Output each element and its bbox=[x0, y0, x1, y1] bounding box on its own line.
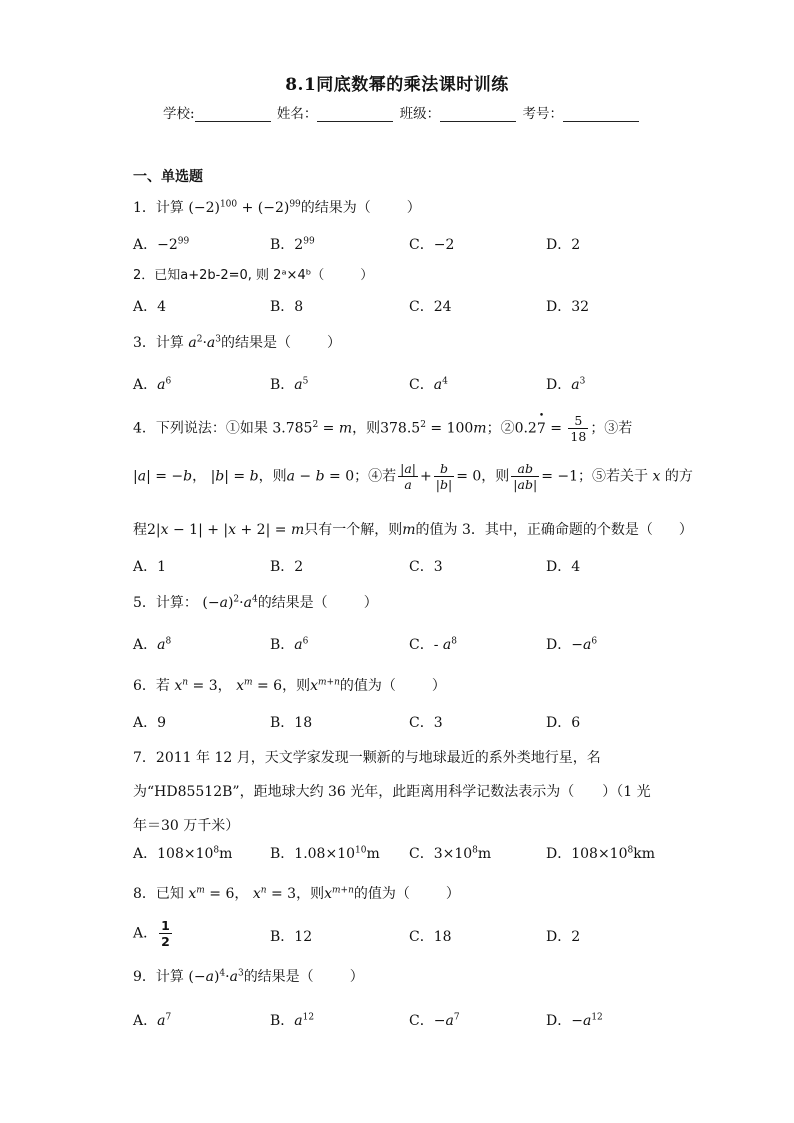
question-9: 9．计算 $(-a)^4\cdot a^3$的结果是（ ） bbox=[133, 968, 364, 985]
class-blank[interactable] bbox=[440, 107, 516, 122]
question-6: 6．若 $x^n = 3$， $x^m = 6$，则$x^{m+n}$的值为（ ） bbox=[133, 677, 446, 694]
option-b[interactable]: B．$a^{12}$ bbox=[270, 1012, 315, 1029]
question-5: 5．计算： $(-a)^2\cdot a^4$的结果是（ ） bbox=[133, 594, 378, 611]
question-4-options bbox=[133, 556, 693, 580]
option-a[interactable]: A．1 bbox=[133, 559, 167, 575]
option-d[interactable]: D．$a^3$ bbox=[546, 376, 586, 393]
option-b[interactable]: B．$a^6$ bbox=[270, 636, 309, 653]
question-3-options bbox=[133, 374, 693, 398]
option-a[interactable]: A．$a^8$ bbox=[133, 636, 172, 653]
option-d[interactable]: D．$-a^6$ bbox=[546, 636, 598, 653]
option-c[interactable]: C．3 bbox=[409, 559, 443, 575]
question-1: 1．计算 $(-2)^{100} + (-2)^{99}$的结果为（ ） bbox=[133, 199, 421, 216]
student-info-line bbox=[163, 102, 641, 122]
q3-expression: $a^2\cdot a^3$ bbox=[188, 334, 222, 351]
option-c[interactable]: C．- $a^8$ bbox=[409, 636, 457, 653]
option-c[interactable]: C．18 bbox=[409, 929, 452, 945]
option-d[interactable]: D．$108\times 10^8km$ bbox=[546, 845, 656, 862]
question-5-options bbox=[133, 634, 693, 658]
question-8-options bbox=[133, 918, 693, 952]
option-c[interactable]: C．$-a^7$ bbox=[409, 1012, 460, 1029]
number-label: 考号： bbox=[522, 106, 563, 122]
option-a[interactable]: A．$108\times 10^8m$ bbox=[133, 845, 233, 862]
option-c[interactable]: C．24 bbox=[409, 299, 452, 315]
number-blank[interactable] bbox=[563, 107, 639, 122]
school-label: 学校: bbox=[163, 106, 195, 122]
question-9-options bbox=[133, 1010, 693, 1034]
class-label: 班级： bbox=[399, 106, 441, 122]
option-a[interactable]: A． $\frac{1}{2}$ bbox=[133, 918, 170, 949]
question-3: 3．计算 $a^2\cdot a^3$的结果是（ ） bbox=[133, 334, 342, 351]
question-7-options bbox=[133, 843, 693, 867]
option-c[interactable]: C．$a^4$ bbox=[409, 376, 448, 393]
question-2: 2．已知a+2b-2=0, 则 2ᵃ×4ᵇ（ ） bbox=[133, 268, 374, 283]
section-heading: 一、单选题 bbox=[133, 169, 203, 185]
option-b[interactable]: B．2 bbox=[270, 559, 304, 575]
option-a[interactable]: A．4 bbox=[133, 299, 167, 315]
name-label: 姓名： bbox=[276, 106, 318, 122]
option-d[interactable]: D．$-a^{12}$ bbox=[546, 1012, 603, 1029]
option-d[interactable]: D．32 bbox=[546, 299, 590, 315]
question-6-options bbox=[133, 712, 693, 736]
option-b[interactable]: B．8 bbox=[270, 299, 304, 315]
question-4-line-3: 程2|x − 1| + |x + 2| = m只有一个解，则m的值为 3．其中，正确命题的个数是（ ） bbox=[133, 522, 693, 538]
question-1-options bbox=[133, 234, 693, 258]
option-b[interactable]: B．$1.08\times 10^{10}m$ bbox=[270, 845, 380, 862]
question-8: 8．已知 $x^m = 6$， $x^n = 3$，则$x^{m+n}$的值为（ ） bbox=[133, 885, 460, 902]
option-b[interactable]: B．$a^5$ bbox=[270, 376, 309, 393]
option-a[interactable]: A．$a^7$ bbox=[133, 1012, 172, 1029]
option-c[interactable]: C．−2 bbox=[409, 237, 455, 253]
page-title: 8.1同底数幂的乘法课时训练 bbox=[285, 75, 509, 95]
q1-expression: $(-2)^{100} + (-2)^{99}$ bbox=[188, 199, 301, 216]
option-a[interactable]: A．9 bbox=[133, 715, 167, 731]
option-c[interactable]: C．$3\times 10^8m$ bbox=[409, 845, 492, 862]
question-2-options bbox=[133, 296, 693, 320]
option-b[interactable]: B．$2^{99}$ bbox=[270, 236, 315, 253]
option-d[interactable]: D．4 bbox=[546, 559, 581, 575]
option-a[interactable]: A．$-2^{99}$ bbox=[133, 236, 190, 253]
option-c[interactable]: C．3 bbox=[409, 715, 443, 731]
school-blank[interactable] bbox=[195, 107, 271, 122]
option-b[interactable]: B．12 bbox=[270, 929, 313, 945]
option-a[interactable]: A．$a^6$ bbox=[133, 376, 172, 393]
question-7: 7．2011 年 12 月，天文学家发现一颗新的与地球最近的系外类地行星，名为“HD85512B”，距地球大约 36 光年，此距离用科学记数法表示为（ ）（1 光年＝30 万千米） bbox=[133, 750, 651, 834]
option-d[interactable]: D．2 bbox=[546, 237, 581, 253]
option-d[interactable]: D．6 bbox=[546, 715, 581, 731]
question-4: 4．下列说法：①如果 $3.785^2 = m$，则$378.5^2 = 100m$；②0.27 • = $\frac{5}{18}$ ；③若 bbox=[133, 413, 632, 444]
name-blank[interactable] bbox=[317, 107, 393, 122]
question-4-line-2: |a| = −b， |b| = b，则a − b = 0；④若 $\frac{|a|}{a}$ + $\frac{b}{|b|}$ = 0，则 $\frac{ab}{|ab|}$ = −1；⑤若关于 x 的方 bbox=[133, 461, 693, 492]
option-b[interactable]: B．18 bbox=[270, 715, 313, 731]
option-d[interactable]: D．2 bbox=[546, 929, 581, 945]
